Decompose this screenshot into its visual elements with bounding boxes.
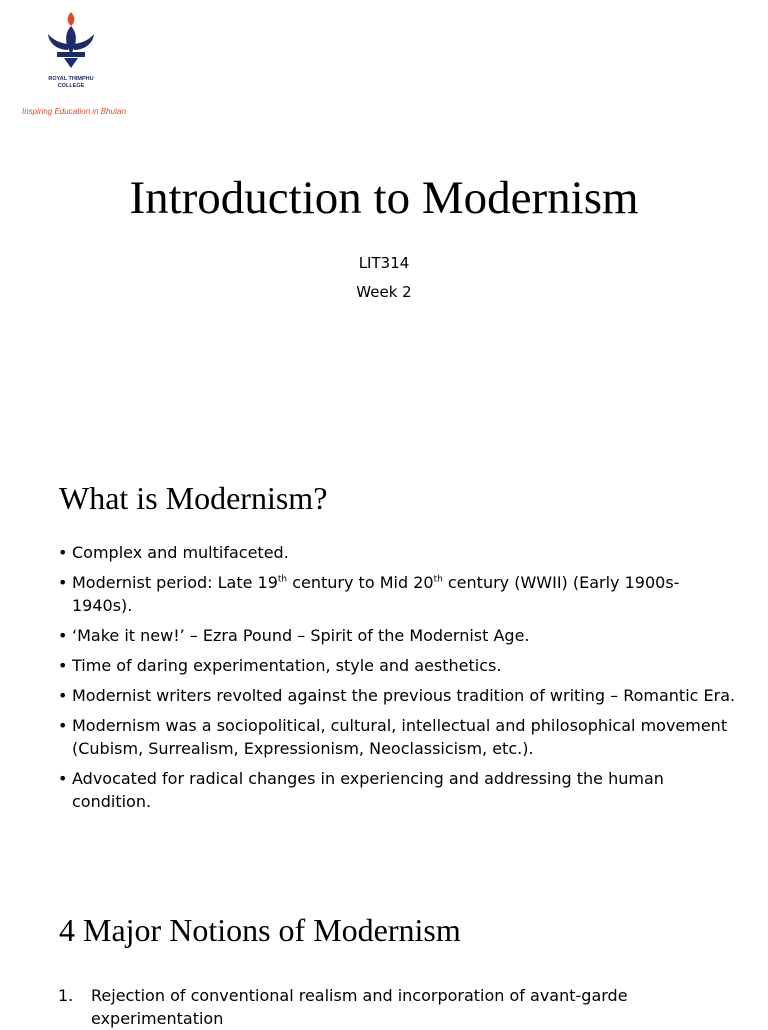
list-item: • ‘Make it new!’ – Ezra Pound – Spirit of the Modernist Age.: [58, 626, 530, 645]
list-item: • Time of daring experimentation, style and aesthetics.: [58, 656, 502, 675]
bullet-icon: •: [58, 543, 68, 562]
bullet-icon: •: [58, 686, 68, 705]
bullet-icon: •: [58, 716, 68, 735]
fleur-de-lis-icon: [42, 10, 100, 74]
list-item: • Modernist writers revolted against the previous tradition of writing – Romantic Era.: [58, 686, 736, 705]
section-title: 4 Major Notions of Modernism: [59, 912, 461, 948]
list-item: • Complex and multifaceted.: [58, 543, 289, 562]
list-item: • Modernist period: Late 19th century to Mid 20th century (WWII) (Early 1900s-1940s).: [58, 573, 680, 615]
week-label: Week 2: [356, 283, 412, 301]
list-item: • Advocated for radical changes in experiencing and addressing the human condition.: [58, 769, 664, 811]
bullet-icon: •: [58, 769, 68, 788]
bullet-list: [58, 541, 738, 820]
list-item: 1. Rejection of conventional realism and incorporation of avant-garde experimentation: [58, 986, 628, 1028]
college-logo: [20, 10, 127, 116]
course-code: LIT314: [358, 254, 410, 272]
bullet-icon: •: [58, 656, 68, 675]
logo-college-name: ROYAL THIMPHU COLLEGE: [48, 76, 94, 89]
bullet-icon: •: [58, 573, 68, 592]
logo-tagline: Inspiring Education in Bhutan: [22, 107, 127, 116]
list-item: • Modernism was a sociopolitical, cultural, intellectual and philosophical movement (Cubism, Surrealism, Expressionism, Neoclassicism, etc.).: [58, 716, 728, 758]
slide-title: Introduction to Modernism: [129, 172, 639, 224]
bullet-icon: •: [58, 626, 68, 645]
numbered-list: [58, 984, 738, 1030]
list-number: 1.: [58, 986, 74, 1005]
section-title: What is Modernism?: [59, 480, 328, 516]
